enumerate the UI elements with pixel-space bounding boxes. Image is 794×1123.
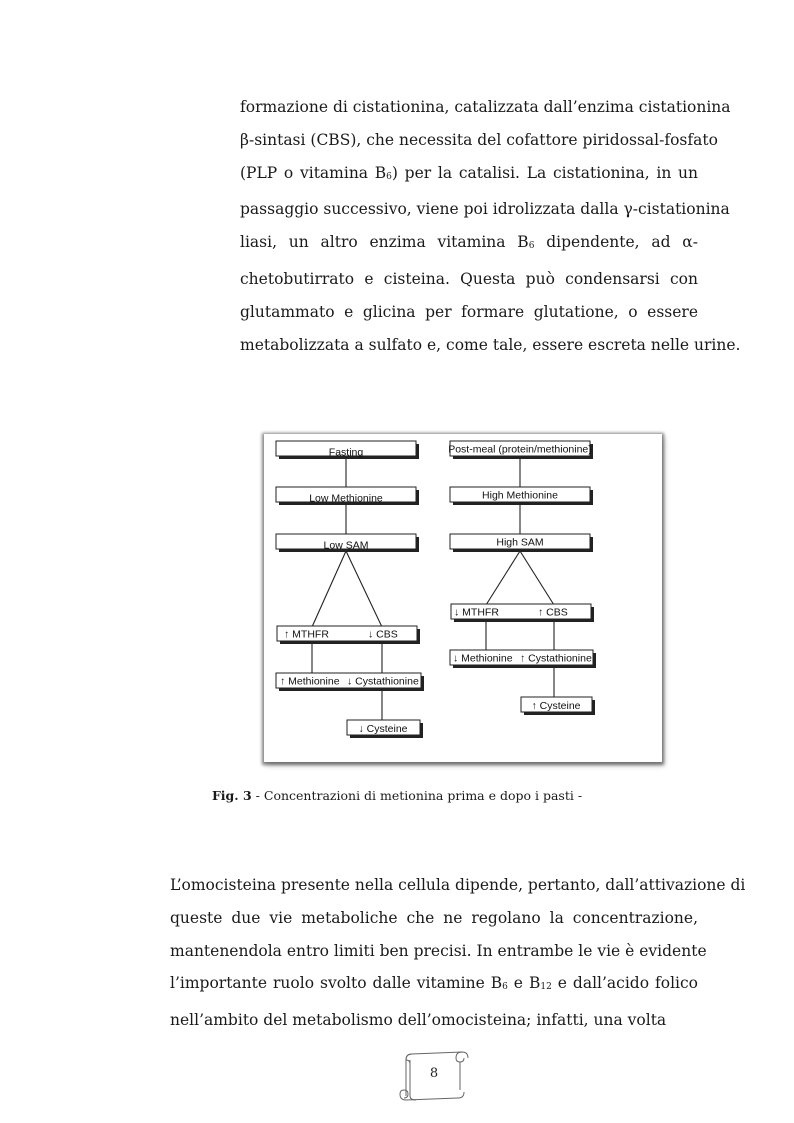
node-post-meal [448,441,593,459]
text-line: mantenendola entro limiti ben precisi. In entrambe le vie è evidente [170,941,707,960]
node-fasting-enzymes [277,626,420,644]
node-fasting-results [276,673,424,691]
node-low-sam [276,534,419,552]
node-label: High Methionine [482,489,558,502]
page-number: 8 [429,1066,439,1081]
node-high-sam [450,534,593,552]
figure-caption-text: - Concentrazioni di metionina prima e dopo i pasti - [251,788,583,803]
text-line: formazione di cistationina, catalizzata dall’enzima cistationina [240,98,731,116]
node-label: ↓ Cysteine [358,722,408,735]
node-label: Low SAM [323,539,369,552]
node-label: ↓ Methionine [453,652,513,665]
node-label: ↑ CBS [538,606,568,619]
text-line: chetobutirrato e cisteina. Questa può condensarsi con [240,269,698,288]
text-line: passaggio successivo, viene poi idrolizzata dalla γ-cistationina [240,200,730,219]
node-label: ↑ MTHFR [284,628,329,641]
node-label: ↓ MTHFR [454,606,499,619]
node-low-methionine [276,487,419,505]
body-paragraph-1 [240,91,741,361]
node-label: Fasting [328,446,364,459]
text-line: (PLP o vitamina $B_6$) per la catalisi. La cistationina, in un [240,163,698,182]
node-label: Low Methionine [309,492,383,505]
node-label: Post-meal (protein/methionine) [448,443,592,456]
text-line: queste due vie metaboliche che ne regolano la concentrazione, [170,908,698,927]
text-line: β-sintasi (CBS), che necessita del cofattore piridossal-fosfato [240,130,718,149]
text-line: L’omocisteina presente nella cellula dipende, pertanto, dall’attivazione di [170,876,746,894]
node-label: ↑ Methionine [280,675,340,688]
node-label: High SAM [496,536,544,549]
node-post-meal-results [450,650,596,668]
node-label: ↑ Cysteine [531,699,581,712]
node-post-meal-cysteine [521,697,595,715]
node-fasting [276,441,419,459]
figure-label: Fig. 3 [211,788,252,803]
body-paragraph-2 [170,869,746,1037]
text-line: metabolizzata a sulfato e, come tale, essere escreta nelle urine. [240,335,741,354]
pathway-diagram [264,434,662,762]
text-line: nell’ambito del metabolismo dell’omocisteina; infatti, una volta [170,1011,667,1030]
node-label: ↓ Cystathionine [347,675,419,688]
node-fasting-cysteine [347,720,423,738]
node-high-methionine [450,487,593,505]
page-number-scroll [396,1046,472,1104]
figure-caption [0,788,794,803]
node-label: ↑ Cystathionine [520,652,592,665]
text-line: l’importante ruolo svolto dalle vitamine $B_6$ e $B_{12}$ e dall’acido folico [170,974,699,993]
node-label: ↓ CBS [368,628,398,641]
figure-methionine-pathways [264,434,662,762]
text-line: glutammato e glicina per formare glutatione, o essere [240,302,698,321]
node-post-meal-enzymes [451,604,594,622]
text-line: liasi, un altro enzima vitamina $B_6$ dipendente, ad α- [240,233,699,252]
